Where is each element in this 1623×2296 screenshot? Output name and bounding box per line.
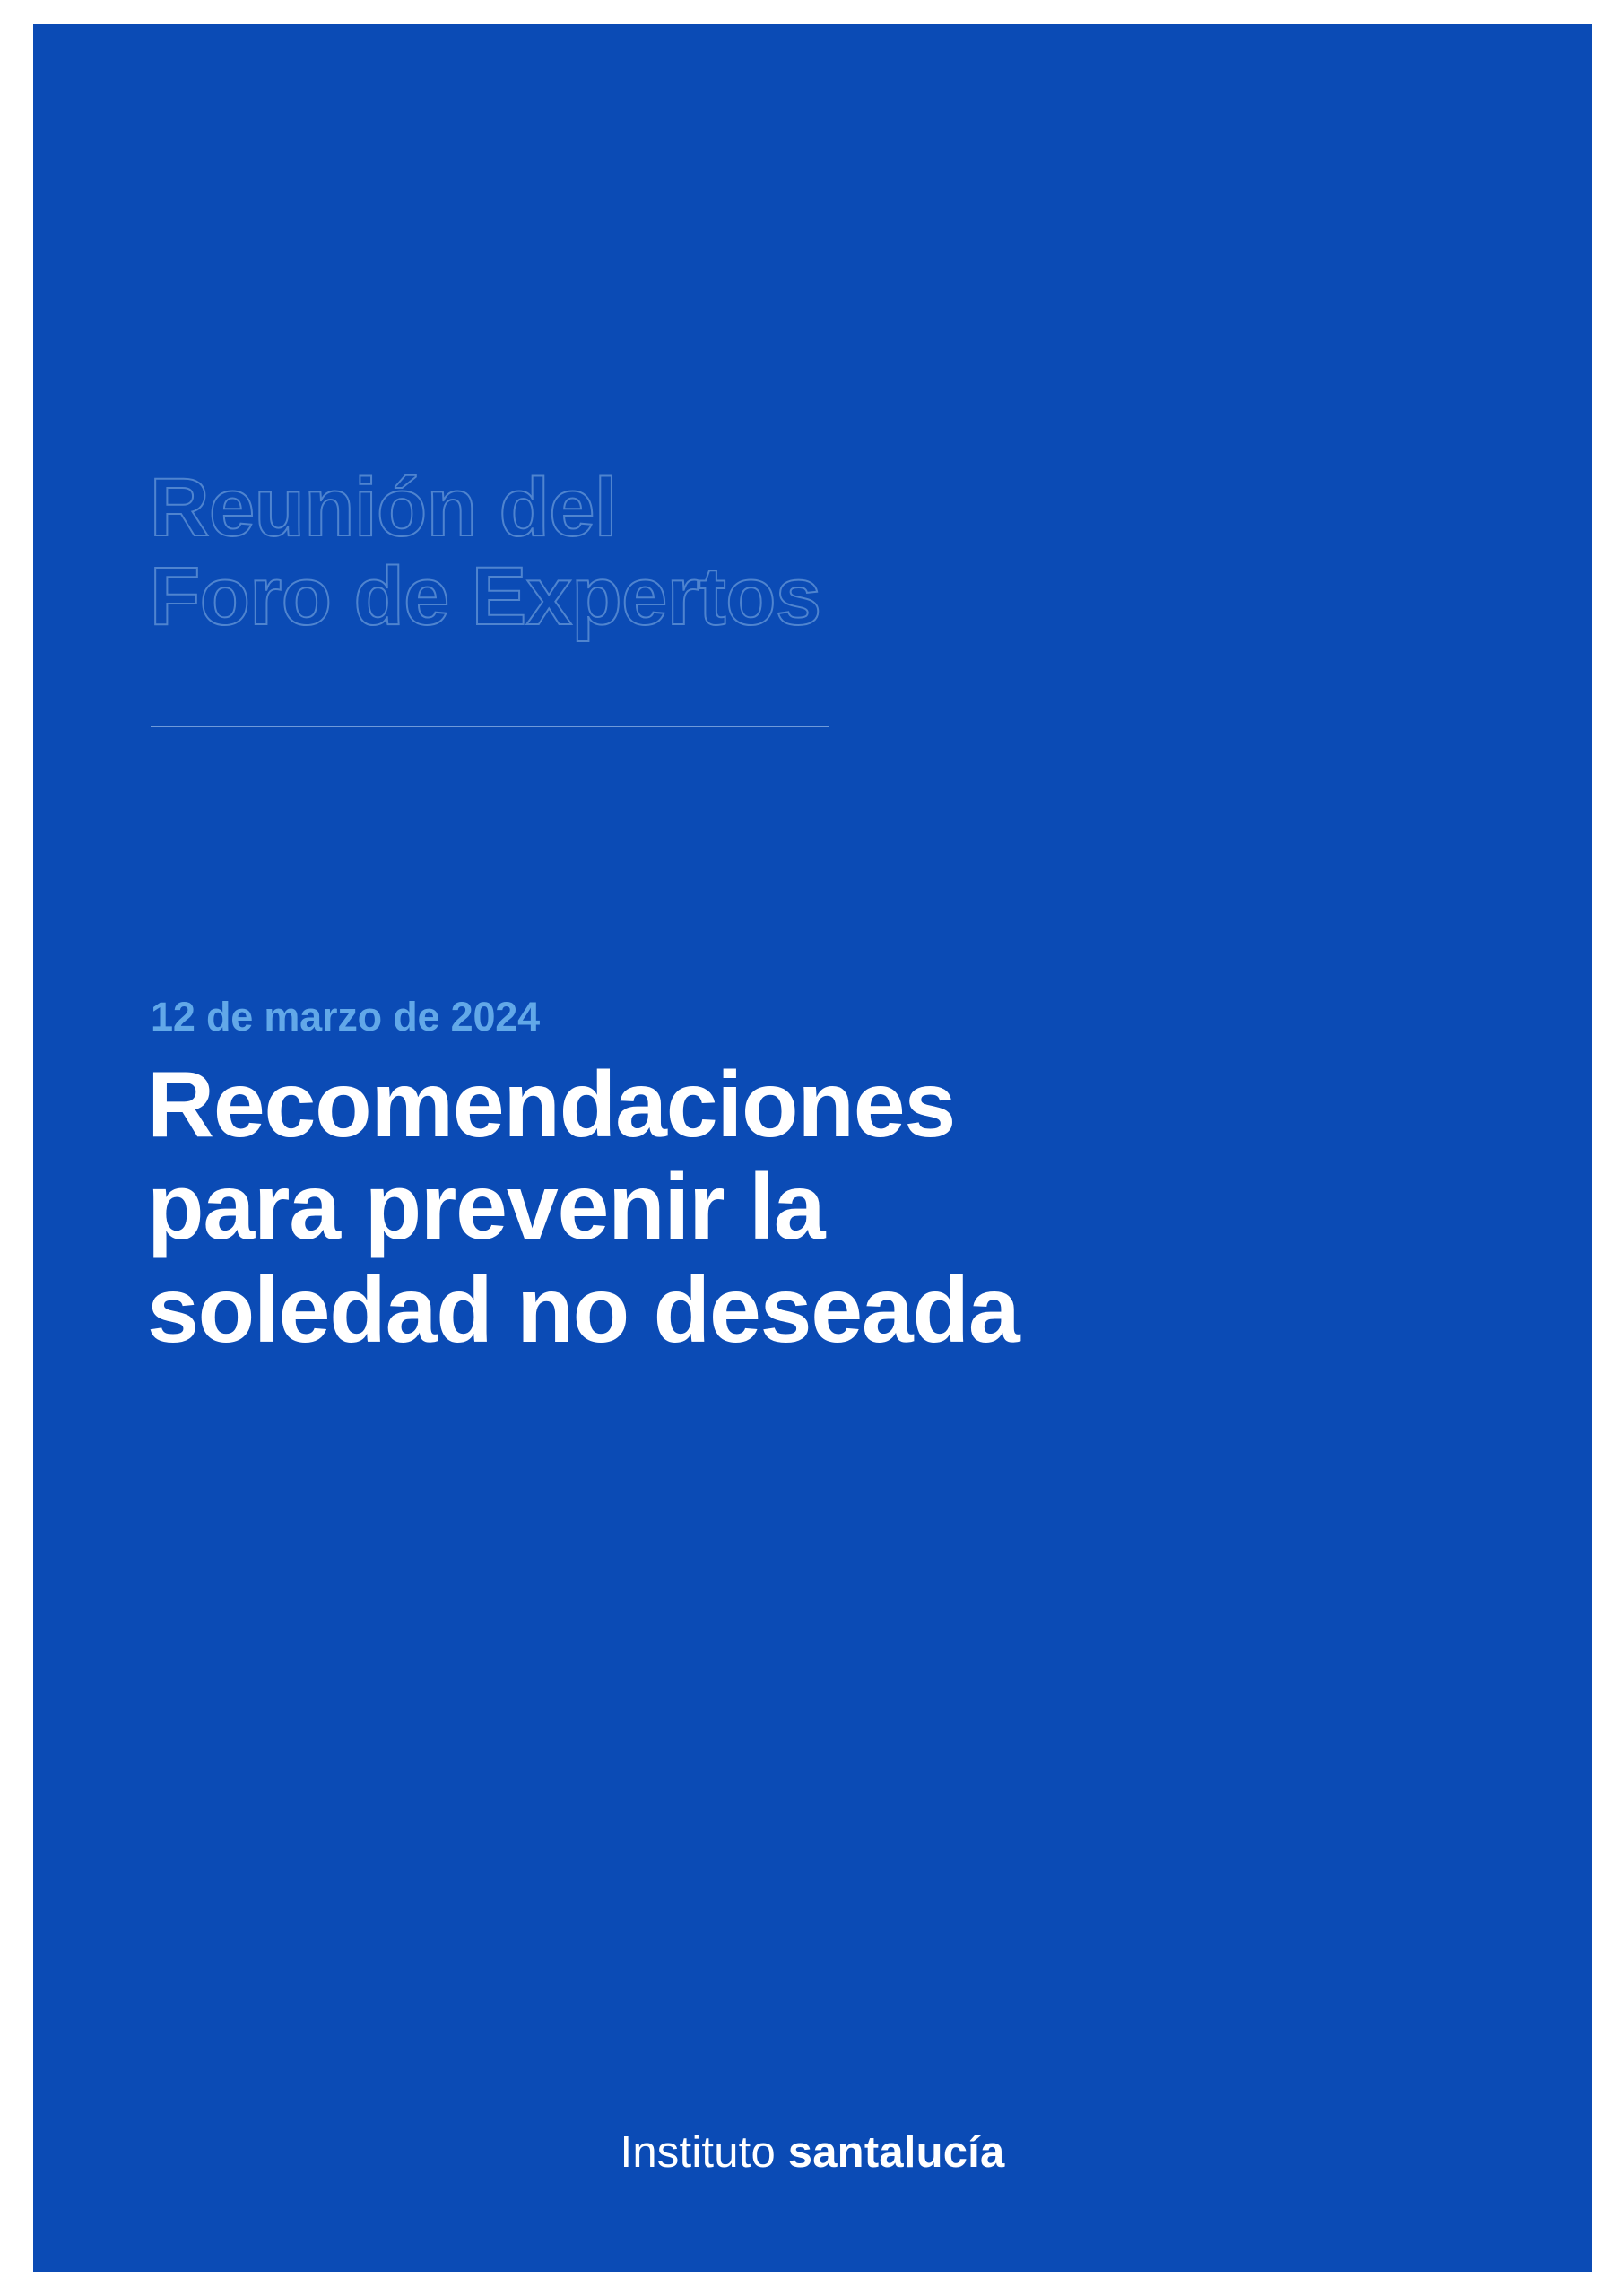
page-title-line-3: soledad no deseada — [147, 1257, 1020, 1362]
page-title — [147, 1054, 1349, 1361]
brand-logo-light-text: Instituto — [620, 2128, 776, 2177]
series-title-line-1: Reunión del — [150, 462, 617, 553]
series-title — [150, 464, 1315, 642]
series-title-line-2: Foro de Expertos — [150, 551, 821, 643]
page-title-line-1: Recomendaciones — [147, 1053, 955, 1157]
publication-date: 12 de marzo de 2024 — [151, 994, 540, 1039]
title-divider — [151, 726, 829, 727]
brand-logo-bold-text: santalucía — [787, 2128, 1005, 2177]
page-title-line-2: para prevenir la — [147, 1155, 825, 1260]
brand-logo — [33, 2127, 1592, 2178]
document-cover-page — [33, 24, 1592, 2272]
